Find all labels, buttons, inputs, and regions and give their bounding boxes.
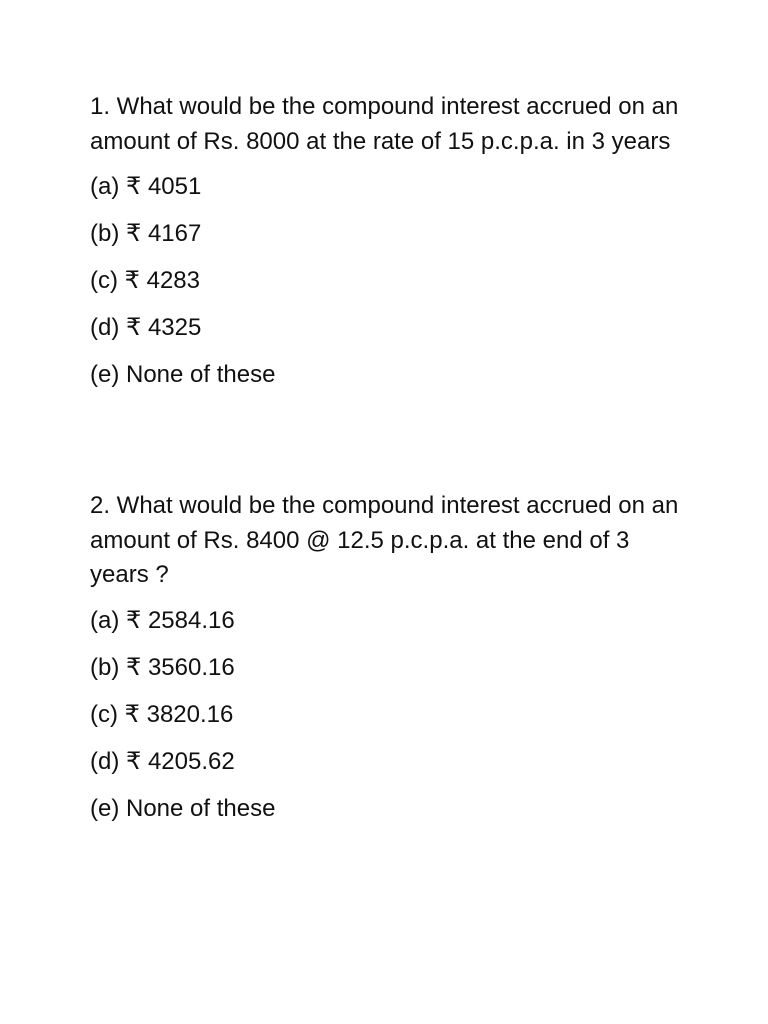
- question-2: [90, 489, 690, 826]
- option-list: [90, 170, 690, 392]
- question-stem: 1. What would be the compound interest accrued on an amount of Rs. 8000 at the rate of 15 p.c.p.a. in 3 years: [90, 93, 679, 155]
- option-c: (c) ₹ 4283: [90, 267, 200, 294]
- option-e: (e) None of these: [90, 361, 276, 388]
- question-stem: 2. What would be the compound interest accrued on an amount of Rs. 8400 @ 12.5 p.c.p.a. at the end of 3 years ?: [90, 492, 679, 588]
- option-b: (b) ₹ 3560.16: [90, 653, 235, 681]
- option-e: (e) None of these: [90, 794, 276, 822]
- option-list: [90, 604, 690, 826]
- question-1: [90, 90, 690, 392]
- option-a: (a) ₹ 4051: [90, 173, 202, 200]
- option-b: (b) ₹ 4167: [90, 220, 202, 247]
- option-d: (d) ₹ 4325: [90, 314, 202, 341]
- option-d: (d) ₹ 4205.62: [90, 747, 235, 775]
- option-a: (a) ₹ 2584.16: [90, 606, 235, 634]
- option-c: (c) ₹ 3820.16: [90, 700, 234, 728]
